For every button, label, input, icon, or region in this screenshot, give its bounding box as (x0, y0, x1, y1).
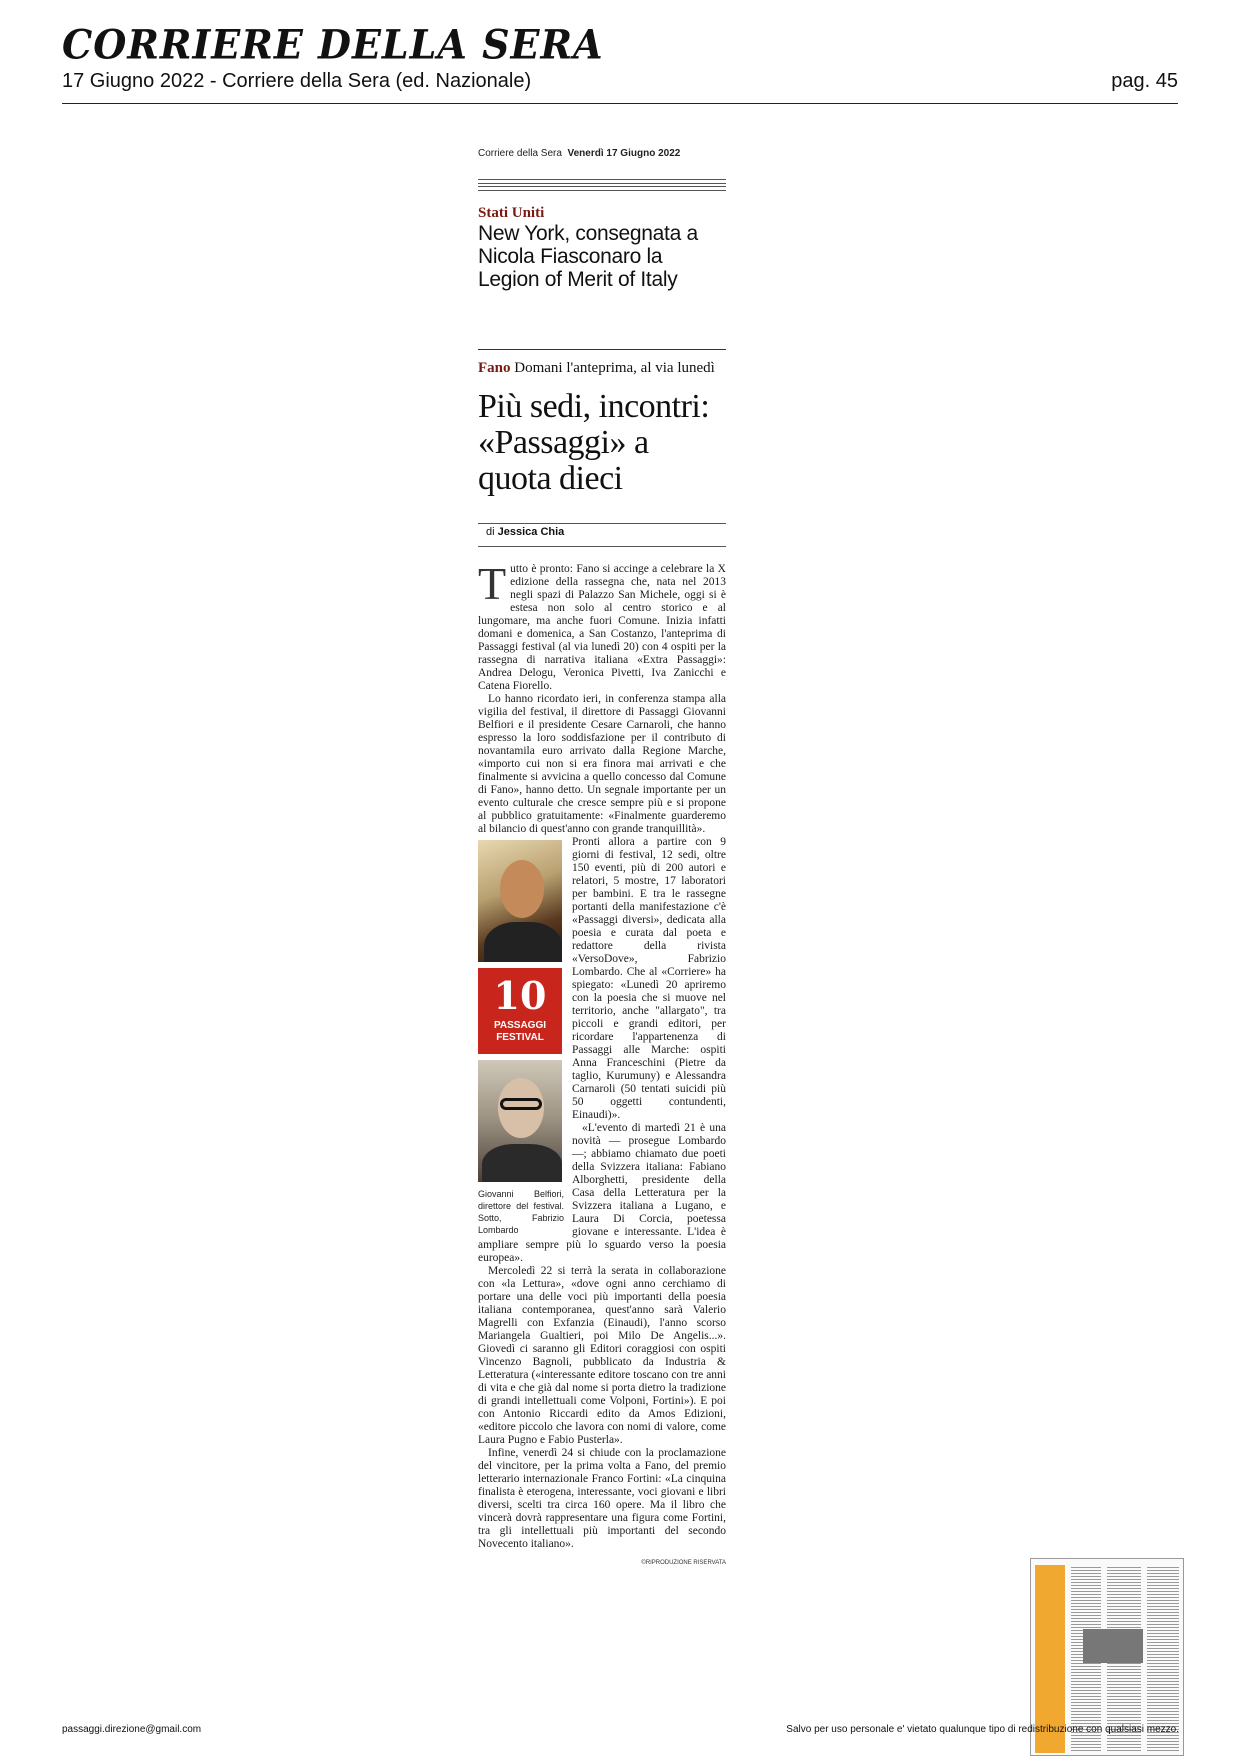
article-body (478, 558, 726, 1570)
byline (478, 524, 726, 546)
logo-text-2: FESTIVAL (496, 1032, 544, 1043)
photo-giovanni-belfiori (478, 840, 562, 962)
item2-headline: Più sedi, incontri: «Passaggi» a quota dieci (478, 388, 710, 497)
paragraph: Lo hanno ricordato ieri, in conferenza stampa alla vigilia del festival, il direttore di Passaggi Giovanni Belfiori e il presidente Cesare Carnaroli, che hanno espresso la loro soddisfazione per il contributo di novantamila euro arrivato dalla Regione Marche, «importo cui non si era finora mai arrivati e che finalmente si avvicina a quello concesso dal Comune di Fano», hanno detto. Un segnale importante per un evento culturale che cresce sempre più e si propone al pubblico gratuitamente: «Finalmente guarderemo al bilancio di quest'anno con grande tranquillità». (478, 693, 726, 835)
item1-headline: New York, consegnata a Nicola Fiasconaro la Legion of Merit of Italy (478, 222, 698, 291)
paragraph: Mercoledì 22 si terrà la serata in collaborazione con «la Lettura», «dove ogni anno cerchiamo di portare una delle voci più importanti della poesia italiana contemporanea, quest'anno sarà Valerio Magrelli con Exfanzia (Einaudi), l'anno scorso Mariangela Gualtieri, poi Milo De Angelis...». Giovedì ci saranno gli Editori coraggiosi con ospiti Vincenzo Bagnoli, pubblicato da Industria & Letteratura («interessante editore toscano con tre anni di vita e che già dal nome si porta dietro la tradizione di grandi intellettuali come Volponi, Fortini»). E poi con Antonio Riccardi edito da Amos Edizioni, «editore piccolo che lavora con nomi di valore, come Laura Pugno e Fabio Pusterla». (478, 1265, 726, 1446)
paragraph: «L'evento di martedì 21 è una novità — prosegue Lombardo —; abbiamo chiamato due poeti della Svizzera italiana: Fabiano Alborghetti, presidente della Casa della Letteratura per la Svizzera italiana a Lugano, e Laura Di Corcia, poetessa giovane e interessante. L'idea è ampliare sempre più lo sguardo verso la poesia europea». (478, 1122, 726, 1264)
photo-caption: Giovanni Belfiori, direttore del festival. Sotto, Fabrizio Lombardo (478, 1189, 564, 1235)
rule (478, 186, 726, 191)
photo-fabrizio-lombardo (478, 1060, 562, 1182)
dateline-paper: Corriere della Sera (478, 148, 562, 159)
dateline (478, 148, 726, 159)
paragraph (478, 558, 726, 693)
item2-kicker-place: Fano (478, 360, 511, 376)
paragraph: Pronti allora a partire con 9 giorni di festival, 12 sedi, oltre 150 eventi, più di 200 autori e relatori, 5 mostre, 17 laboratori per bambini. E tra le rassegne portanti della manifestazione c'è «Passaggi diversi», dedicata alla poesia e curata dal poeta e redattore della rivista «VersoDove», Fabrizio Lombardo. Che al «Corriere» ha spiegato: «Lunedì 20 apriremo con la poesia che si muove nel territorio, anche "allargato", tra piccoli e grandi editori, per ricordare l'appartenenza di Passaggi alle Marche: ospiti Anna Franceschini (Pietre da taglio, Kurumuny) e Alessandra Carnaroli (50 tentati suicidi più 50 oggetti contundenti, Einaudi)». (572, 836, 726, 1121)
rule (478, 349, 726, 350)
footer-notice: Salvo per uso personale e' vietato qualunque tipo di redistribuzione con qualsiasi mezzo. (786, 1724, 1179, 1735)
page-number: pag. 45 (1111, 70, 1178, 92)
article-clipping (478, 148, 726, 1570)
dateline-date: Venerdì 17 Giugno 2022 (567, 148, 681, 159)
paragraph: Infine, venerdì 24 si chiude con la proclamazione del vincitore, per la prima volta a Fano, del premio letterario internazionale Franco Fortini: «La cinquina finalista è eterogena, interessante, voci giovani e libri diversi, scelti tra circa 160 opere. Ma il libro che vincerà dovrà rappresentare una figura come Fortini, tra gli intellettuali più importanti del secondo Novecento italiano». (478, 1447, 726, 1550)
rule (478, 179, 726, 184)
masthead: CORRIERE DELLA SERA (62, 20, 604, 69)
copyright-notice: ©RIPRODUZIONE RISERVATA (641, 1560, 726, 1566)
item2-kicker-text: Domani l'anteprima, al via lunedì (514, 360, 715, 376)
item2-kicker (478, 360, 726, 377)
paragraph-text: utto è pronto: Fano si accinge a celebrare la X edizione della rassegna che, nata nel 2013 negli spazi di Palazzo San Michele, oggi si è estesa non solo al centro storico e al lungomare, ma anche fuori Comune. Inizia infatti domani e domenica, a San Costanzo, l'anteprima di Passaggi festival (al via lunedì 20) con 4 ospiti per la rassegna di narrativa italiana «Extra Passaggi»: Andrea Delogu, Veronica Pivetti, Iva Zanicchi e Catena Fiorello. (478, 563, 726, 692)
logo-text-1: PASSAGGI (493, 1020, 547, 1031)
byline-prefix: di (486, 526, 495, 538)
rule (478, 546, 726, 547)
edition-header (62, 70, 1178, 93)
byline-author: Jessica Chia (497, 526, 565, 538)
header-divider (62, 103, 1178, 104)
passaggi-festival-logo (478, 968, 562, 1054)
dropcap: T (478, 558, 507, 609)
footer-email: passaggi.direzione@gmail.com (62, 1724, 202, 1735)
figure-column (478, 840, 564, 1236)
edition-line: 17 Giugno 2022 - Corriere della Sera (ed. Nazionale) (62, 70, 532, 92)
logo-number: 10 (493, 973, 547, 1018)
item1-kicker: Stati Uniti (478, 205, 545, 221)
